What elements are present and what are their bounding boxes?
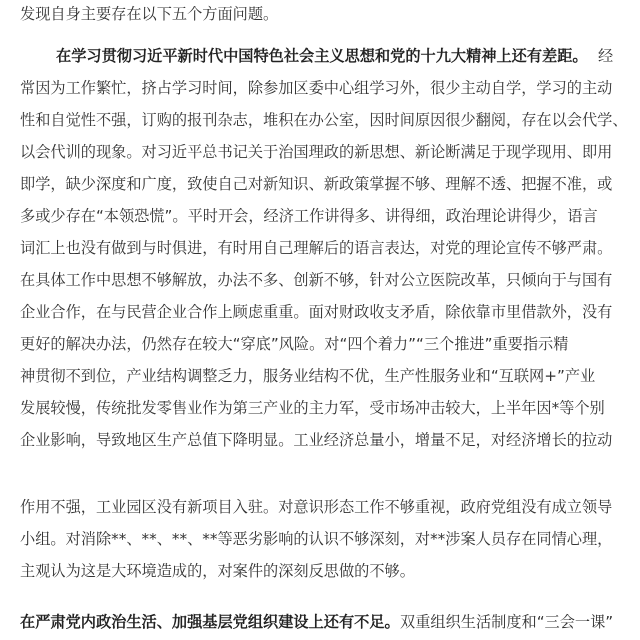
paragraph-line: 词汇上也没有做到与时俱进，有时用自己理解后的语言表达，对党的理论宣传不够严肃。 [20, 239, 613, 257]
paragraph-line: 性和自觉性不强，订购的报刊杂志，堆积在办公室，因时间原因很少翻阅，存在以会代学、 [20, 111, 628, 129]
paragraph-line: 多或少存在“本领恐慌”。平时开会，经济工作讲得多、讲得细，政治理论讲得少，语言 [20, 207, 598, 225]
heading-text: 在学习贯彻习近平新时代中国特色社会主义思想和党的十九大精神上还有差距。 [56, 47, 588, 65]
paragraph-line: 主观认为这是大环境造成的，对案件的深刻反思做的不够。 [20, 562, 415, 580]
paragraph-line: 企业合作，在与民营企业合作上顾虑重重。面对财政收支矛盾，除依靠市里借款外，没有 [20, 303, 613, 321]
paragraph-line: 企业影响，导致地区生产总值下降明显。工业经济总量小，增量不足，对经济增长的拉动 [20, 431, 613, 449]
paragraph-line: 更好的解决办法，仍然存在较大“穿底”风险。对“四个着力”“三个推进”重要指示精 [20, 335, 569, 353]
paragraph-line: 神贯彻不到位，产业结构调整乏力，服务业结构不优，生产性服务业和“互联网+”产业 [20, 367, 596, 385]
paragraph-line: 双重组织生活制度和“三会一课” [400, 613, 614, 631]
paragraph-line: 常因为工作繁忙，挤占学习时间，除参加区委中心组学习外，很少主动自学，学习的主动 [20, 79, 613, 97]
paragraph-line: 作用不强，工业园区没有新项目入驻。对意识形态工作不够重视，政府党组没有成立领导 [20, 498, 613, 516]
paragraph-line: 发现自身主要存在以下五个方面问题。 [20, 5, 279, 23]
paragraph-line: 发展较慢，传统批发零售业作为第三产业的主力军，受市场冲击较大，上半年因*等个别 [20, 399, 605, 417]
heading-text: 在严肃党内政治生活、加强基层党组织建设上还有不足。 [20, 613, 400, 631]
paragraph-line: 即学，缺少深度和广度，致使自己对新知识、新政策掌握不够、理解不透、把握不准，或 [20, 175, 613, 193]
section-heading [56, 46, 596, 66]
paragraph-line: 小组。对消除**、**、**、**等恶劣影响的认识不够深刻，对**涉案人员存在同情心理， [20, 530, 613, 548]
paragraph-line: 在具体工作中思想不够解放，办法不多、创新不够，针对公立医院改革，只倾向于与国有 [20, 271, 613, 289]
paragraph-line: 以会代训的现象。对习近平总书记关于治国理政的新思想、新论断满足于现学现用、即用 [20, 143, 613, 161]
section-heading [20, 612, 400, 632]
paragraph-line: 经 [598, 47, 614, 65]
